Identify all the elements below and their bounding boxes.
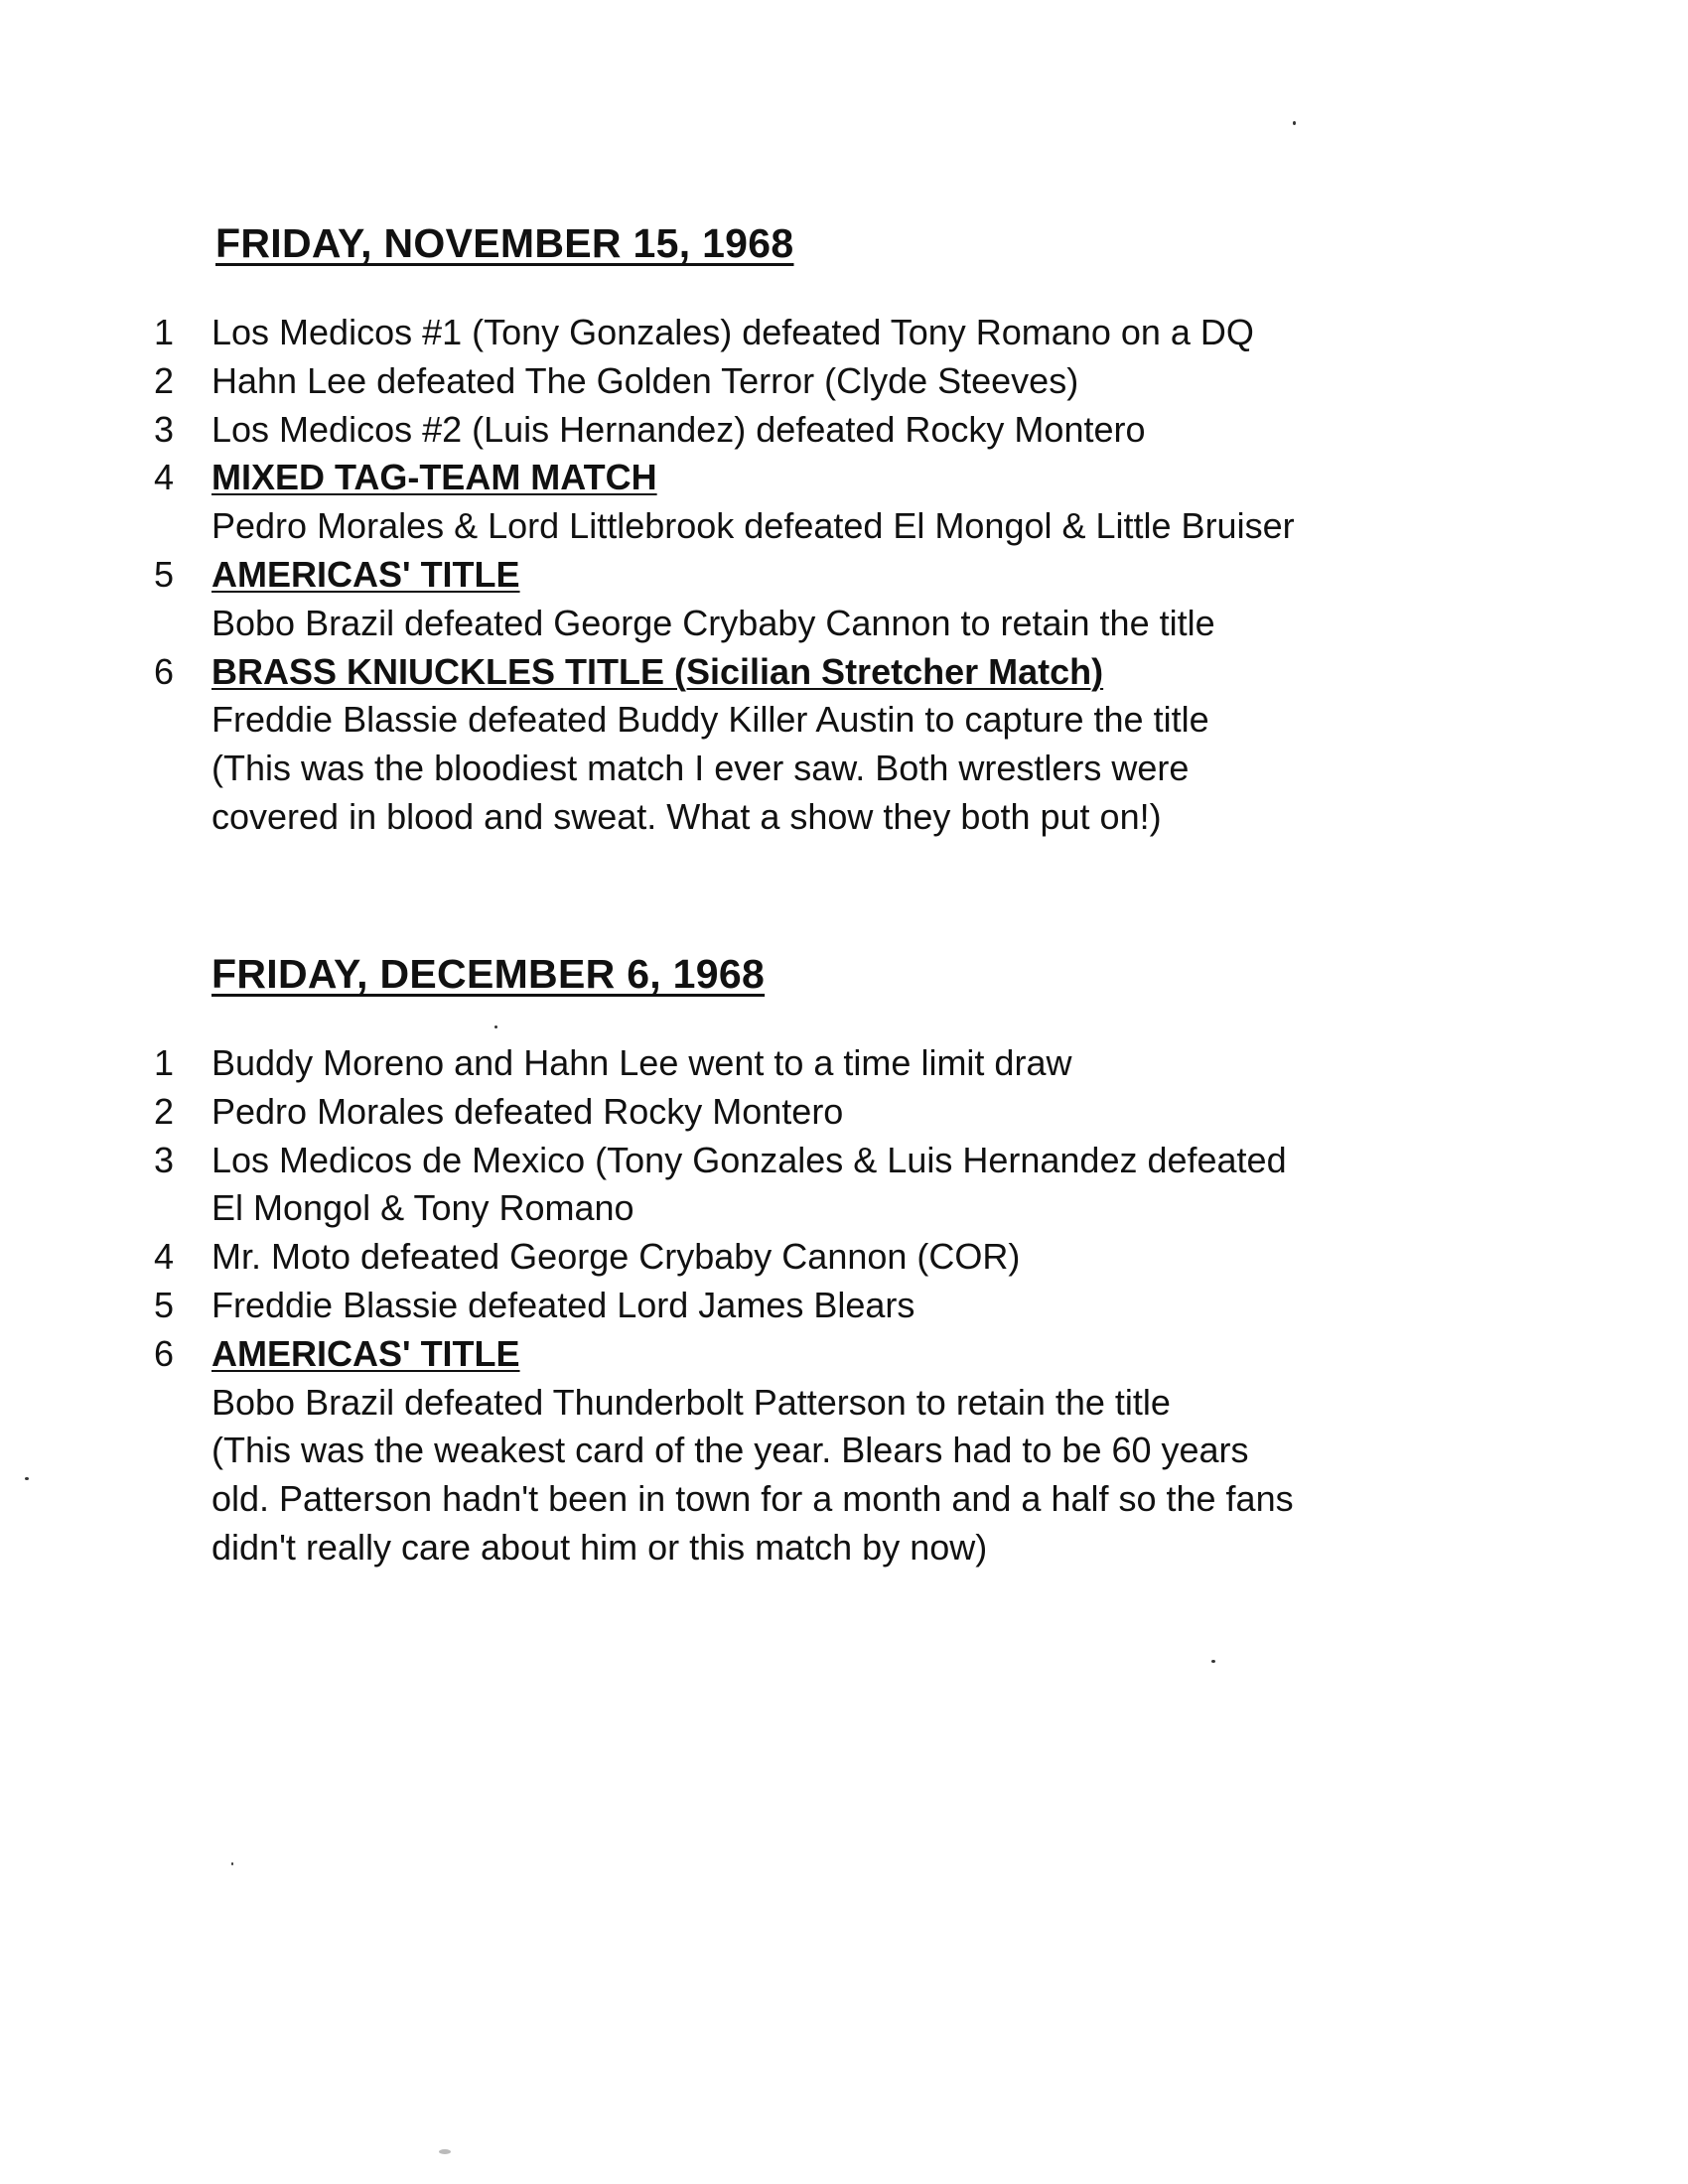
section-title: FRIDAY, NOVEMBER 15, 1968 — [215, 220, 794, 266]
match-line — [149, 406, 1440, 455]
match-result: Los Medicos de Mexico (Tony Gonzales & Luis Hernandez defeated — [211, 1139, 1287, 1180]
note-text: didn't really care about him or this match by now) — [211, 1526, 988, 1568]
match-heading: AMERICAS' TITLE — [211, 1332, 520, 1374]
match-number: 5 — [153, 1284, 175, 1325]
match-number: 5 — [153, 553, 175, 595]
match-number: 2 — [153, 359, 175, 401]
match-line — [149, 1379, 1440, 1428]
scan-speck — [494, 1025, 497, 1028]
match-note — [149, 1524, 1440, 1572]
match-result: Buddy Moreno and Hahn Lee went to a time limit draw — [211, 1042, 1072, 1083]
match-note — [149, 745, 1440, 793]
scan-speck — [1211, 1660, 1215, 1663]
match-line — [149, 1233, 1440, 1282]
note-text: (This was the bloodiest match I ever saw. Both wrestlers were — [211, 748, 1190, 789]
match-number: 4 — [153, 457, 175, 498]
match-line — [149, 1039, 1440, 1088]
match-line — [149, 648, 1440, 697]
match-line — [149, 696, 1440, 745]
match-line — [149, 357, 1440, 406]
match-result: Freddie Blassie defeated Lord James Blears — [211, 1284, 915, 1325]
match-number: 3 — [153, 1139, 175, 1180]
match-note — [149, 1475, 1440, 1524]
match-line — [149, 551, 1440, 600]
match-line — [149, 309, 1440, 357]
card-december-6 — [149, 951, 1440, 1572]
match-number: 1 — [153, 1042, 175, 1083]
match-result: Hahn Lee defeated The Golden Terror (Clyde Steeves) — [211, 359, 1079, 401]
match-number: 4 — [153, 1236, 175, 1278]
match-line — [149, 502, 1440, 551]
card-november-15 — [149, 220, 1440, 842]
match-line — [149, 1282, 1440, 1330]
match-heading: BRASS KNIUCKLES TITLE (Sicilian Stretcher Match) — [211, 650, 1104, 692]
match-result: Bobo Brazil defeated George Crybaby Cannon to retain the title — [211, 602, 1215, 643]
match-number: 3 — [153, 408, 175, 450]
note-text: old. Patterson hadn't been in town for a month and a half so the fans — [211, 1478, 1294, 1520]
section-title: FRIDAY, DECEMBER 6, 1968 — [211, 951, 766, 997]
match-result: Los Medicos #1 (Tony Gonzales) defeated Tony Romano on a DQ — [211, 312, 1254, 352]
match-heading: AMERICAS' TITLE — [211, 553, 520, 595]
match-number: 1 — [153, 312, 175, 352]
match-line — [149, 600, 1440, 648]
match-line — [149, 454, 1440, 502]
match-heading: MIXED TAG-TEAM MATCH — [211, 457, 657, 498]
match-number: 2 — [153, 1090, 175, 1132]
match-line — [149, 1137, 1440, 1185]
match-result: Mr. Moto defeated George Crybaby Cannon (COR) — [211, 1236, 1021, 1278]
match-line — [149, 1184, 1440, 1233]
scan-speck — [25, 1477, 29, 1480]
match-result: Bobo Brazil defeated Thunderbolt Patterson to retain the title — [211, 1381, 1171, 1423]
match-result: Pedro Morales defeated Rocky Montero — [211, 1090, 844, 1132]
match-result: Pedro Morales & Lord Littlebrook defeated El Mongol & Little Bruiser — [211, 505, 1295, 547]
scan-speck — [1293, 121, 1296, 125]
match-result: Los Medicos #2 (Luis Hernandez) defeated Rocky Montero — [211, 408, 1146, 450]
match-line — [149, 1088, 1440, 1137]
match-number: 6 — [153, 650, 175, 692]
match-note — [149, 793, 1440, 842]
scan-speck — [231, 1862, 233, 1865]
match-line — [149, 1330, 1440, 1379]
match-result-continued: El Mongol & Tony Romano — [211, 1187, 634, 1229]
match-number: 6 — [153, 1332, 175, 1374]
note-text: covered in blood and sweat. What a show they both put on!) — [211, 795, 1162, 837]
scan-speck — [439, 2149, 451, 2154]
note-text: (This was the weakest card of the year. Blears had to be 60 years — [211, 1430, 1249, 1471]
match-result: Freddie Blassie defeated Buddy Killer Austin to capture the title — [211, 699, 1209, 741]
match-note — [149, 1427, 1440, 1475]
